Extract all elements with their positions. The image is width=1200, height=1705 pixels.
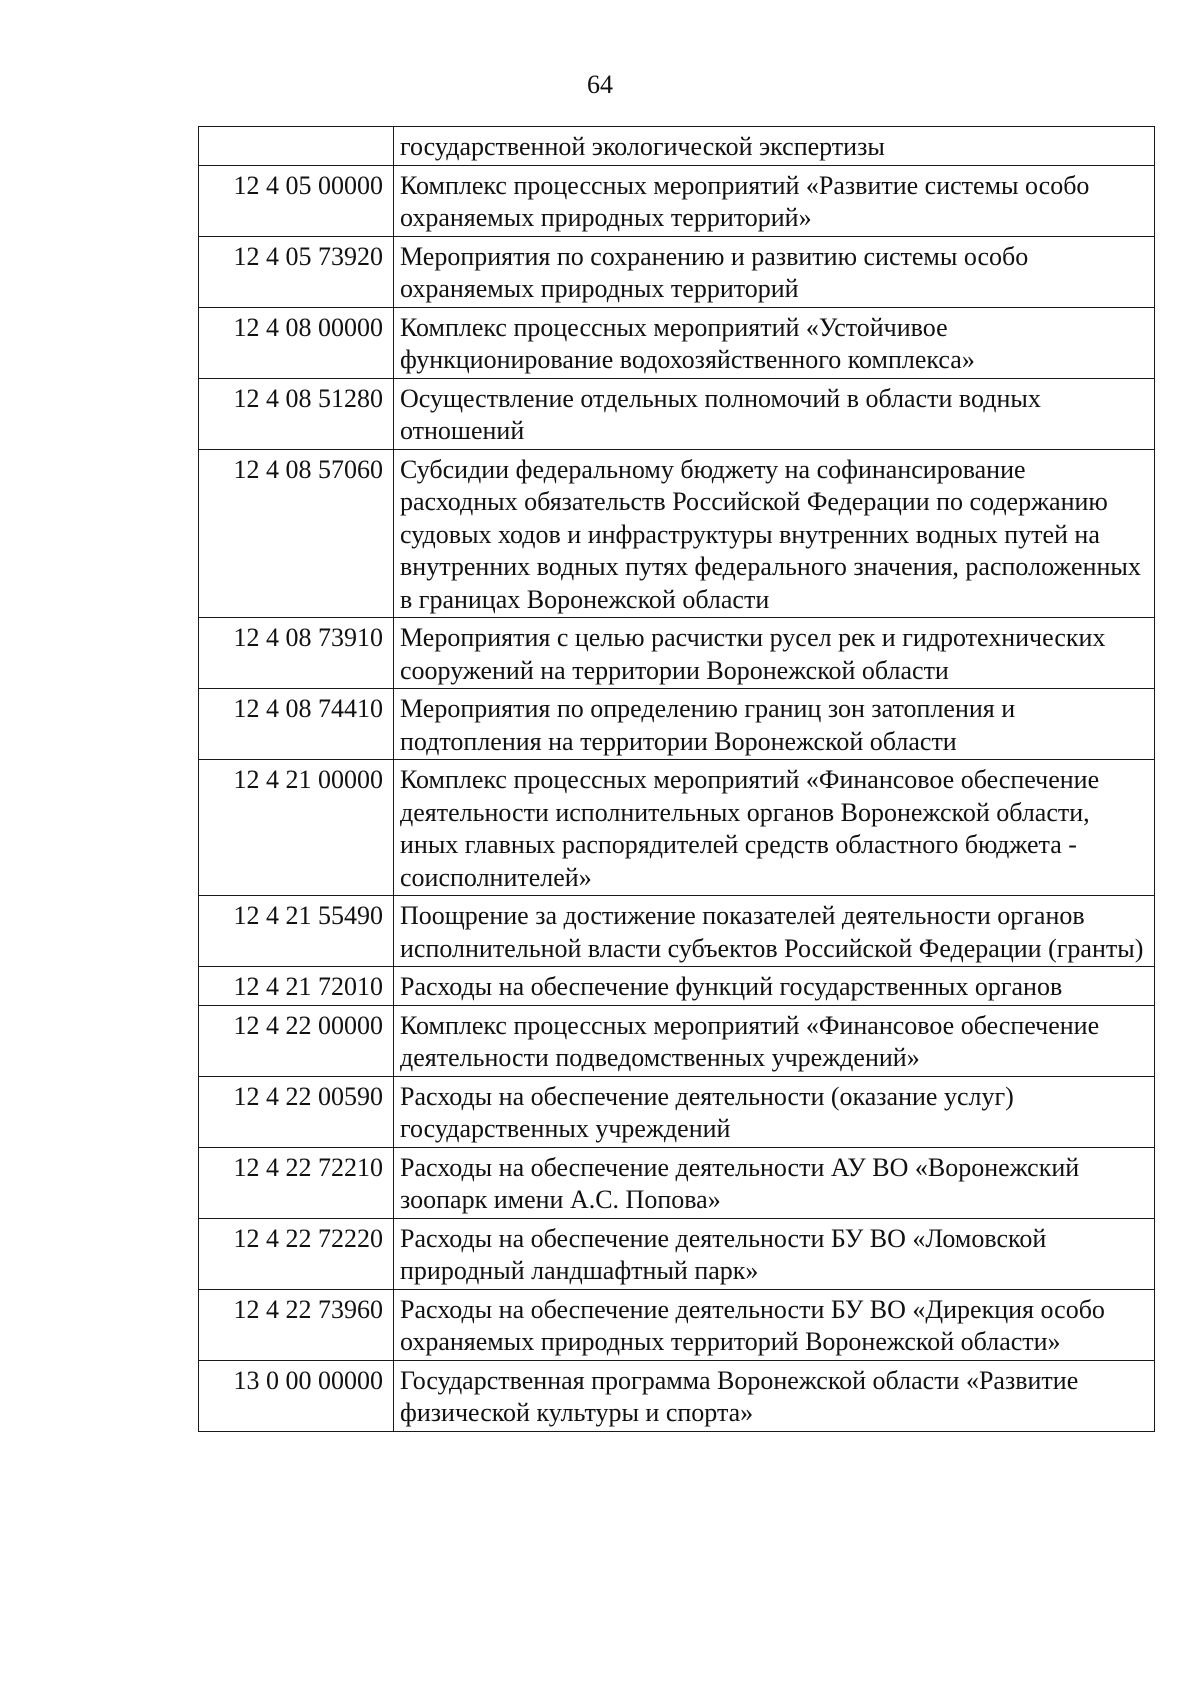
row-code: 12 4 08 73910 <box>199 618 394 689</box>
row-description: Комплекс процессных мероприятий «Развитие системы особо охраняемых природных территорий» <box>394 165 1155 236</box>
row-code: 12 4 08 51280 <box>199 378 394 449</box>
row-code: 12 4 21 72010 <box>199 967 394 1006</box>
table-row <box>199 378 1155 449</box>
row-code <box>199 127 394 166</box>
row-description: Мероприятия по сохранению и развитию системы особо охраняемых природных территорий <box>394 236 1155 307</box>
row-description: Комплекс процессных мероприятий «Устойчивое функционирование водохозяйственного комплекса» <box>394 307 1155 378</box>
table-row <box>199 236 1155 307</box>
table-row <box>199 1360 1155 1431</box>
row-description: Расходы на обеспечение деятельности АУ ВО «Воронежский зоопарк имени А.С. Попова» <box>394 1147 1155 1218</box>
table-row <box>199 307 1155 378</box>
page-number: 64 <box>587 70 613 99</box>
table-row <box>199 760 1155 896</box>
table-row <box>199 1076 1155 1147</box>
row-description: Расходы на обеспечение деятельности БУ ВО «Ломовской природный ландшафтный парк» <box>394 1218 1155 1289</box>
table-row <box>199 967 1155 1006</box>
row-description: Субсидии федеральному бюджету на софинансирование расходных обязательств Российской Федерации по содержанию судовых ходов и инфраструктуры внутренних водных путей на внутренних водных путях федерального значения, расположенных в границах Воронежской области <box>394 449 1155 618</box>
table-row <box>199 1147 1155 1218</box>
row-code: 12 4 22 72220 <box>199 1218 394 1289</box>
table-row <box>199 449 1155 618</box>
row-description: Поощрение за достижение показателей деятельности органов исполнительной власти субъектов Российской Федерации (гранты) <box>394 896 1155 967</box>
row-description: Государственная программа Воронежской области «Развитие физической культуры и спорта» <box>394 1360 1155 1431</box>
row-code: 12 4 05 73920 <box>199 236 394 307</box>
row-code: 12 4 22 00000 <box>199 1005 394 1076</box>
row-code: 12 4 21 55490 <box>199 896 394 967</box>
row-description: государственной экологической экспертизы <box>394 127 1155 166</box>
table-row <box>199 1005 1155 1076</box>
row-code: 12 4 22 00590 <box>199 1076 394 1147</box>
row-description: Мероприятия с целью расчистки русел рек и гидротехнических сооружений на территории Воронежской области <box>394 618 1155 689</box>
row-code: 12 4 21 00000 <box>199 760 394 896</box>
row-description: Расходы на обеспечение функций государственных органов <box>394 967 1155 1006</box>
row-code: 12 4 08 74410 <box>199 689 394 760</box>
row-description: Расходы на обеспечение деятельности БУ ВО «Дирекция особо охраняемых природных территорий Воронежской области» <box>394 1289 1155 1360</box>
row-code: 12 4 22 73960 <box>199 1289 394 1360</box>
row-code: 12 4 08 57060 <box>199 449 394 618</box>
table-row <box>199 1289 1155 1360</box>
table-row <box>199 165 1155 236</box>
row-description: Осуществление отдельных полномочий в области водных отношений <box>394 378 1155 449</box>
row-code: 12 4 05 00000 <box>199 165 394 236</box>
row-code: 12 4 08 00000 <box>199 307 394 378</box>
row-description: Комплекс процессных мероприятий «Финансовое обеспечение деятельности исполнительных органов Воронежской области, иных главных распорядителей средств областного бюджета - соисполнителей» <box>394 760 1155 896</box>
table-row <box>199 618 1155 689</box>
row-description: Комплекс процессных мероприятий «Финансовое обеспечение деятельности подведомственных учреждений» <box>394 1005 1155 1076</box>
row-description: Мероприятия по определению границ зон затопления и подтопления на территории Воронежской области <box>394 689 1155 760</box>
row-description: Расходы на обеспечение деятельности (оказание услуг) государственных учреждений <box>394 1076 1155 1147</box>
row-code: 12 4 22 72210 <box>199 1147 394 1218</box>
table-row <box>199 127 1155 166</box>
table-row <box>199 689 1155 760</box>
table-row <box>199 896 1155 967</box>
table-row <box>199 1218 1155 1289</box>
budget-classification-table <box>198 126 1155 1432</box>
row-code: 13 0 00 00000 <box>199 1360 394 1431</box>
